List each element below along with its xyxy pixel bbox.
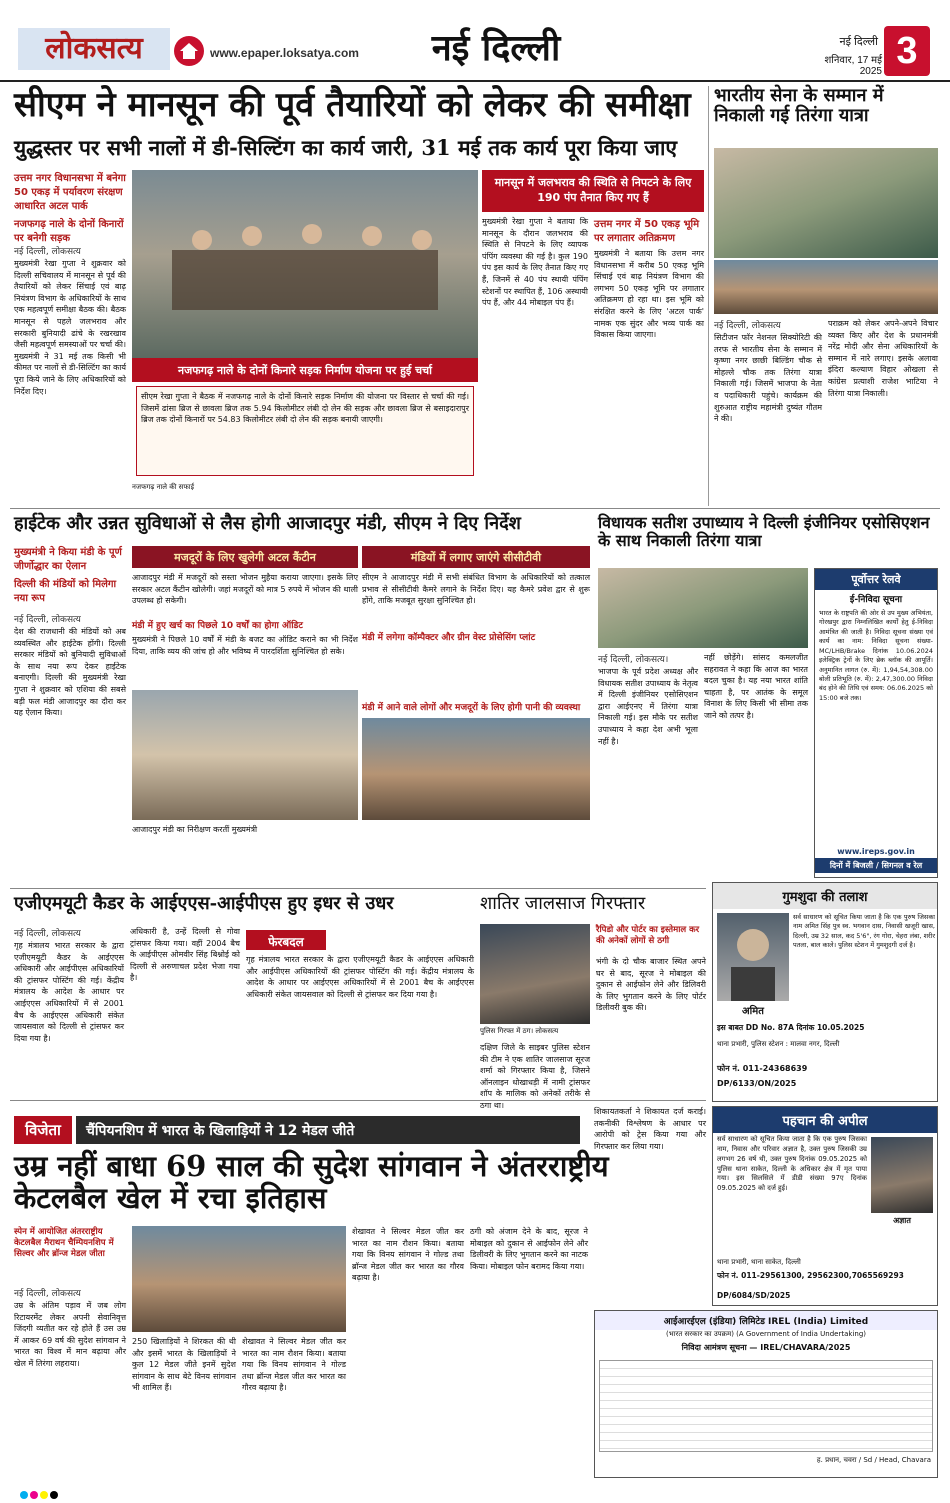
irel-footer: ह. प्रधान, चवरा / Sd / Head, Chavara bbox=[816, 1456, 931, 1464]
fraud-photo bbox=[480, 924, 590, 1024]
lead-byline: नई दिल्ली, लोकसत्य bbox=[14, 247, 81, 257]
mandi-byline: नई दिल्ली, लोकसत्य bbox=[14, 615, 81, 625]
sport-body-2: 250 खिलाड़ियों ने शिरकत की थी और इसमें भारत के खिलाड़ियों ने कुल 12 मेडल जीते इनमें सुदेश सांगवान के साथ बेटे विनय सांगवान भी शामिल हैं। bbox=[132, 1337, 236, 1393]
fraud-body-2: भंगी के दो चौक बाजार स्थित अपने घर से बाद, सूरज ने मोबाइल की दुकान से आईफोन लेने और डिलिवरी के लिए भुगतान करने के लिए पोर्टर डिलीवरी बुक की। bbox=[596, 957, 706, 1013]
identity-station: थाना प्रभारी, थाना साकेत, दिल्ली bbox=[717, 1258, 801, 1266]
edition-label: नई दिल्ली bbox=[839, 36, 878, 48]
lead-bullets bbox=[14, 170, 126, 244]
sport-byline: नई दिल्ली, लोकसत्य bbox=[14, 1289, 81, 1299]
lead-caption: नजफगढ़ नाले की सफाई bbox=[132, 483, 195, 491]
army-body-2: पराक्रम को लेकर अपने-अपने विचार व्यक्त किए और देश के प्रधानमंत्री नरेंद्र मोदी और सेना अधिकारियों के सम्मान में नारे लगाए। इसके अलावा इंदिरा कल्याण विहार ओखला से कांग्रेस प्रत्याशी राजेश भाटिया ने तिरंगा यात्रा निकाली। bbox=[828, 319, 938, 398]
lead-box-headline: नजफगढ़ नाले के दोनों किनारे सड़क निर्माण योजना पर हुई चर्चा bbox=[132, 358, 478, 382]
identity-code: DP/6084/SD/2025 bbox=[717, 1291, 791, 1300]
mandi-body: देश की राजधानी की मंडियों को अब व्यवस्थित और हाईटेक होंगी। दिल्ली सरकार मंडियों को बुनियादी सुविधाओं के साथ नया रूप देकर हाईटेक बनाएगी। दिल्ली की मुख्यमंत्री रेखा गुप्ता ने शुक्रवार को एशिया की सबसे बड़ी फल मंडी आजादपुर का दौरा कर यह ऐलान किया। bbox=[14, 627, 126, 718]
mandi-bullets bbox=[14, 544, 126, 604]
sport-body-4: शेखावत ने सिल्वर मेडल जीत कर भारत का नाम रौशन किया। बताया गया कि विनय सांगवान ने गोल्ड तथा ब्रॉन्ज मेडल जीत कर भारत का गौरव बढ़ाया है। bbox=[352, 1227, 464, 1283]
mandi-photo bbox=[132, 690, 358, 820]
print-registration-marks bbox=[20, 1484, 930, 1496]
canteen-headline: मजदूरों के लिए खुलेगी अटल कैंटीन bbox=[132, 546, 358, 568]
ias-tag: फेरबदल bbox=[246, 930, 326, 950]
lead-headline: सीएम ने मानसून की पूर्व तैयारियों को लेकर की समीक्षा bbox=[14, 85, 691, 125]
park-kicker: उत्तम नगर में 50 एकड़ भूमि पर लगातार अतिक्रमण bbox=[594, 219, 700, 244]
pump-headline: मानसून में जलभराव की स्थिति से निपटने के लिए 190 पंप तैनात किए गए हैं bbox=[482, 170, 704, 212]
irel-tender-ad bbox=[594, 1310, 938, 1478]
pump-body: मुख्यमंत्री रेखा गुप्ता ने बताया कि मानसून के दौरान जलभराव की स्थिति से निपटने के लिए व्यापक पंपिंग व्यवस्था की गई है। कुल 190 पंप इस कार्य के लिए तैनात किए गए हैं, जिनमें से 40 पंप स्थायी पंपिंग स्टेशनों पर स्थापित हैं, 106 अस्थायी पंप हैं, और 44 मोबाइल पंप हैं। bbox=[482, 217, 588, 308]
canteen-text: आजादपुर मंडी में मजदूरों को सस्ता भोजन मुहैया कराया जाएगा। इसके लिए सरकार अटल कैंटीन खोलेगी। जहां मजदूरों को मात्र 5 रुपये में भोजन की थाली उपलब्ध हो सकेगी। bbox=[132, 573, 358, 606]
water-kicker: मंडी में आने वाले लोगों और मजदूरों के लिए होगी पानी की व्यवस्था bbox=[362, 703, 581, 713]
mandi-bullet-2: दिल्ली की मंडियों को मिलेगा नया रूप bbox=[14, 579, 117, 604]
satish-body-2: नहीं छोड़ेंगे। सांसद कमलजीत सहरावत ने कहा कि आज का भारत बदल चुका है। यह नया भारत शांति चाहता है, पर आतंक के समूल विनाश के लिए किसी भी सीमा तक जाने को तत्पर है। bbox=[704, 653, 808, 720]
cyber-body-2: शिकायतकर्ता ने शिकायत दर्ज कराई। तकनीकी विश्लेषण के आधार पर आरोपी को ट्रेस किया गया और गिरफ्तार कर लिया गया। bbox=[594, 1107, 706, 1151]
lead-bullet-1: उत्तम नगर विधानसभा में बनेगा 50 एकड़ में पर्यावरण संरक्षण आधारित अटल पार्क bbox=[14, 173, 126, 212]
identity-title: पहचान की अपील bbox=[713, 1107, 937, 1133]
satish-body: भाजपा के पूर्व प्रदेश अध्यक्ष और विधायक सतीश उपाध्याय के नेतृत्व में दिल्ली इंजीनियर एसोसिएशन द्वारा आईएनए में तिरंगा यात्रा निकाली गई। इस मौके पर सतीश उपाध्याय ने कहा देश अभी भूला नहीं है। bbox=[598, 667, 698, 746]
missing-dd: इस बाबत DD No. 87A दिनांक 10.05.2025 bbox=[717, 1023, 865, 1032]
ias-byline: नई दिल्ली, लोकसत्य bbox=[14, 929, 81, 939]
irel-subtitle: (भारत सरकार का उपक्रम) (A Government of India Undertaking) bbox=[666, 1330, 866, 1338]
lead-bullet-2: नजफगढ़ नाले के दोनों किनारों पर बनेगी सड़क bbox=[14, 219, 124, 244]
sport-tag: विजेता bbox=[14, 1116, 72, 1144]
identity-phone: फोन नं. 011-29561300, 29562300,7065569293 bbox=[717, 1271, 904, 1280]
missing-person-photo bbox=[717, 913, 789, 1001]
mandi-headline: हाईटेक और उन्नत सुविधाओं से लैस होगी आजादपुर मंडी, सीएम ने दिए निर्देश bbox=[14, 513, 521, 534]
lead-subheadline: युद्धस्तर पर सभी नालों में डी-सिल्टिंग का कार्य जारी, 31 मई तक कार्य पूरा किया जाए bbox=[14, 135, 678, 160]
sport-kicker: चैंपियनशिप में भारत के खिलाड़ियों ने 12 मेडल जीते bbox=[76, 1116, 580, 1144]
fraud-bullet: रैपिडो और पोर्टर का इस्तेमाल कर की अनेकों लोगों से ठगी bbox=[596, 925, 700, 946]
ias-body-3: गृह मंत्रालय भारत सरकार के द्वारा एजीएमयूटी कैडर के आईएएस अधिकारी और आईपीएस अधिकारियों की ट्रांसफर पोस्टिंग की गई। केंद्रीय मंत्रालय के आदेश के आधार पर आईएएस अधिकारियों में से 2001 बैच के आईएएस अधिकारी संकेत जायसवाल को दिल्ली से ट्रांसफर कर दिया गया है। bbox=[246, 955, 474, 999]
unknown-person-label: अज्ञात bbox=[893, 1216, 911, 1225]
fraud-body: दक्षिण जिले के साइबर पुलिस स्टेशन की टीम ने एक शातिर जालसाज सूरज शर्मा को गिरफ्तार किया है, जिसने ऑनलाइन धोखाधड़ी में नामी ट्रांसफर शॉप के मालिक को अनेकों तरीके से ठगा था। bbox=[480, 1043, 590, 1110]
missing-contact: फोन नं. 011-24368639 bbox=[717, 1064, 808, 1073]
railway-text: भारत के राष्ट्रपति की ओर से उप मुख्य अभियंता, गोरखपुर द्वारा निम्नलिखित कार्यों हेतु ई-निविदा आमंत्रित की जाती है। निविदा सूचना संख्या एवं कार्य का नाम: निविदा सूचना संख्या-MC/LHB/Brake दिनांक 10.06.2024 इलेक्ट्रिक ट्रेनों के लिए ब्रेक ब्लॉक की आपूर्ति। अनुमानित लागत (रु. में): 1,94,54,308.00 बोली प्रतिभूति (रु. में): 2,47,300.00 निविदा बंद होने की तिथि एवं समय: 06.06.2025 को 15:00 बजे तक। bbox=[819, 609, 933, 702]
satish-photo bbox=[598, 568, 808, 648]
ias-body: गृह मंत्रालय भारत सरकार के द्वारा एजीएमयूटी कैडर के आईएएस अधिकारी और आईपीएस अधिकारियों की ट्रांसफर पोस्टिंग की गई। केंद्रीय मंत्रालय के आदेश के आधार पर आईएएस अधिकारियों में से 2001 बैच के आईएएस अधिकारी संकेत जायसवाल को दिल्ली से ट्रांसफर कर दिया गया है। bbox=[14, 941, 124, 1043]
missing-person-name: अमित bbox=[742, 1006, 764, 1017]
park-body: मुख्यमंत्री ने बताया कि उत्तम नगर विधानसभा में करीब 50 एकड़ भूमि सिंचाई एवं बाढ़ नियंत्रण विभाग की लगभग 50 एकड़ भूमि पर लगातार अतिक्रमण हो रहा था। इस भूमि को संरक्षित करने के लिए 'अटल पार्क' नामक एक सुंदर और भव्य पार्क का विकास किया जाएगा। bbox=[594, 249, 704, 340]
railway-url[interactable]: www.ireps.gov.in bbox=[837, 847, 915, 856]
sport-photo bbox=[132, 1226, 346, 1332]
ias-headline: एजीएमयूटी कैडर के आईएएस-आईपीएस हुए इधर से उधर bbox=[14, 893, 394, 914]
railway-subtitle: ई-निविदा सूचना bbox=[849, 595, 903, 605]
cyber-body: ठगी को अंजाम देने के बाद, सूरज ने मोबाइल को दुकान से आईफोन लेने और डिलीवरी के लिए भुगतान करने का नाटक किया। मोबाइल फोन बरामद किया गया। bbox=[470, 1227, 588, 1271]
fraud-caption: पुलिस गिरफ्त में ठग। लोकसत्य bbox=[480, 1027, 559, 1035]
epaper-url[interactable]: www.epaper.loksatya.com bbox=[210, 46, 359, 60]
cctv-headline: मंडियों में लगाए जाएंगे सीसीटीवी bbox=[362, 546, 590, 568]
army-byline: नई दिल्ली, लोकसत्य bbox=[714, 321, 781, 331]
missing-title: गुमशुदा की तलाश bbox=[713, 883, 937, 909]
city-edition-title: नई दिल्ली bbox=[431, 27, 561, 69]
missing-code: DP/6133/ON/2025 bbox=[717, 1079, 797, 1088]
army-photo-1 bbox=[714, 148, 938, 258]
fraud-headline: शातिर जालसाज गिरफ्तार bbox=[480, 893, 646, 914]
army-photo-2 bbox=[714, 260, 938, 314]
mandi-bullet-1: मुख्यमंत्री ने किया मंडी के पूर्ण जीर्णोद्धार का ऐलान bbox=[14, 547, 122, 572]
section-divider-3 bbox=[10, 1100, 706, 1101]
newspaper-logo: लोकसत्य bbox=[18, 28, 170, 70]
sport-body: उम्र के अंतिम पड़ाव में जब लोग रिटायरमेंट लेकर अपनी सेवानिवृत्त जिंदगी व्यतीत कर रहे होते हैं उस उम्र में आकर 69 वर्ष की सुदेश सांगवान ने भारत का विश्व में मान बढ़ाया और खेल में तिरंगा लहराया। bbox=[14, 1301, 126, 1368]
section-divider bbox=[10, 508, 940, 509]
column-rule bbox=[708, 86, 709, 506]
sport-body-3: शेखावत ने सिल्वर मेडल जीत कर भारत का नाम रौशन किया। बताया गया कि विनय सांगवान ने गोल्ड तथा ब्रॉन्ज मेडल जीत कर भारत का गौरव बढ़ाया है। bbox=[242, 1337, 346, 1393]
compactor-kicker: मंडी में लगेगा कॉम्पैक्टर और ग्रीन वेस्ट प्रोसेसिंग प्लांट bbox=[362, 633, 536, 643]
page-number: 3 bbox=[884, 26, 930, 76]
mandi-caption: आजादपुर मंडी का निरीक्षण करतीं मुख्यमंत्री bbox=[132, 825, 258, 834]
issue-date: शनिवार, 17 मई 2025 bbox=[824, 55, 882, 77]
army-headline: भारतीय सेना के सम्मान में निकाली गई तिरंगा यात्रा bbox=[714, 85, 884, 127]
missing-text: सर्व साधारण को सूचित किया जाता है कि एक पुरुष जिसका नाम अमित सिंह पुत्र स्व. भगवान दास, निवासी खजूरी खास, दिल्ली, उम्र 32 साल, कद 5'6", रंग गोरा, चेहरा लंबा, शरीर पतला, बाल काले। पुलिस स्टेशन में गुमशुदगी दर्ज है। bbox=[793, 913, 935, 950]
unknown-person-photo bbox=[871, 1137, 933, 1213]
irel-tender-table bbox=[599, 1360, 933, 1452]
railway-footer: दिनों में बिजली / सिगनल व रेल bbox=[815, 858, 937, 873]
lead-body: मुख्यमंत्री रेखा गुप्ता ने शुक्रवार को दिल्ली सचिवालय में मानसून से पूर्व की तैयारियों को लेकर सिंचाई एवं बाढ़ नियंत्रण विभाग के अधिकारियों के साथ एक महत्वपूर्ण समीक्षा बैठक की। बैठक मानसून से पहले जलभराव और सरकारी बुनियादी ढांचे के रखरखाव जैसी महत्वपूर्ण समस्याओं पर चर्चा की। मुख्यमंत्री ने 31 मई तक किसी भी कीमत पर नालों से डी-सिल्टिंग का कार्य पूरा किये जाने के लिए अधिकारियों को निर्देश दिए। bbox=[14, 259, 126, 396]
mandi-photo-2 bbox=[362, 718, 590, 820]
audit-kicker: मंडी में हुए खर्च का पिछले 10 वर्षों का होगा ऑडिट bbox=[132, 621, 303, 631]
identity-text: सर्व साधारण को सूचित किया जाता है कि एक पुरुष जिसका नाम, निवास और परिवार अज्ञात है, उक्त पुरुष जिसकी उम्र लगभग 26 वर्ष थी, उक्त पुरुष दिनांक 09.05.2025 को पुलिस थाना साकेत, दिल्ली के अधिकार क्षेत्र में मृत पाया गया। इस सिलसिले में डीडी संख्या 97ए दिनांक 09.05.2025 को दर्ज हुई। bbox=[717, 1135, 867, 1193]
railway-tender-ad bbox=[814, 568, 938, 878]
railway-title: पूर्वोत्तर रेलवे bbox=[815, 569, 937, 590]
irel-title: आईआरईएल (इंडिया) लिमिटेड IREL (India) Limited bbox=[595, 1311, 937, 1330]
army-body: सिटीजन फॉर नेशनल सिक्योरिटी की तरफ से भारतीय सेना के सम्मान में कृष्णा नगर छाछी बिल्डिंग चौक से मोहल्ले चौक तक तिरंगा यात्रा निकाली गई। जिसमें भाजपा के नेता व पदाधिकारी पहुंचे। कार्यक्रम की शुरुआत राष्ट्रीय महामंत्री दुष्यंत गौतम ने की। bbox=[714, 333, 822, 424]
section-divider-2 bbox=[10, 888, 706, 889]
sport-bullet: स्पेन में आयोजित अंतरराष्ट्रीय केटलबैल मैराथन चैम्पियनशिप में सिल्वर और ब्रॉन्ज मेडल जीता bbox=[14, 1227, 114, 1259]
ias-body-2: अधिकारी है, उन्हें दिल्ली से गोवा ट्रांसफर किया गया। वहीं 2004 बैच के आईपीएस ओमवीर सिंह बिश्नोई को दिल्ली से अरुणाचल प्रदेश भेजा गया है। bbox=[130, 927, 240, 983]
masthead bbox=[0, 0, 950, 82]
identity-appeal-notice bbox=[712, 1106, 938, 1306]
missing-station: थाना प्रभारी, पुलिस स्टेशन : मालवा नगर, दिल्ली bbox=[717, 1040, 840, 1048]
satish-byline: नई दिल्ली, लोकसत्य। bbox=[598, 655, 669, 665]
audit-text: मुख्यमंत्री ने पिछले 10 वर्षों में मंडी के बजट का ऑडिट कराने का भी निर्देश दिया, ताकि व्यय की जांच हो और भविष्य में पारदर्शिता सुनिश्चित हो सके। bbox=[132, 635, 358, 656]
sport-headline: उम्र नहीं बाधा 69 साल की सुदेश सांगवान ने अंतरराष्ट्रीय केटलबैल खेल में रचा इतिहास bbox=[14, 1149, 609, 1216]
irel-notice: निविदा आमंत्रण सूचना — IREL/CHAVARA/2025 bbox=[681, 1343, 851, 1352]
missing-person-notice bbox=[712, 882, 938, 1102]
lead-photo bbox=[132, 170, 478, 358]
satish-headline: विधायक सतीश उपाध्याय ने दिल्ली इंजीनियर एसोसिएशन के साथ निकाली तिरंगा यात्रा bbox=[598, 513, 930, 550]
cctv-text: सीएम ने आजादपुर मंडी में सभी संबंधित विभाग के अधिकारियों को तत्काल प्रभाव से सीसीटीवी कैमरे लगाने के निर्देश दिए। यह कैमरे प्रवेश द्वार से शुरू होंगे, ताकि मजबूत सुरक्षा सुनिश्चित हो। bbox=[362, 573, 590, 606]
home-icon bbox=[174, 36, 204, 66]
lead-box-text: सीएम रेखा गुप्ता ने बैठक में नजफगढ़ नाले के दोनों किनारे सड़क निर्माण की योजना पर विस्तार से चर्चा की गई। जिसमें ढांसा ब्रिज से छावला ब्रिज तक 5.94 किलोमीटर लंबी दो लेन की सड़क और छावला ब्रिज से बसाइदारापुर ब्रिज तक दोनों किनारों पर 54.83 किलोमीटर लंबी दो लेन की सड़क बनायी जाएगी। bbox=[136, 386, 474, 476]
